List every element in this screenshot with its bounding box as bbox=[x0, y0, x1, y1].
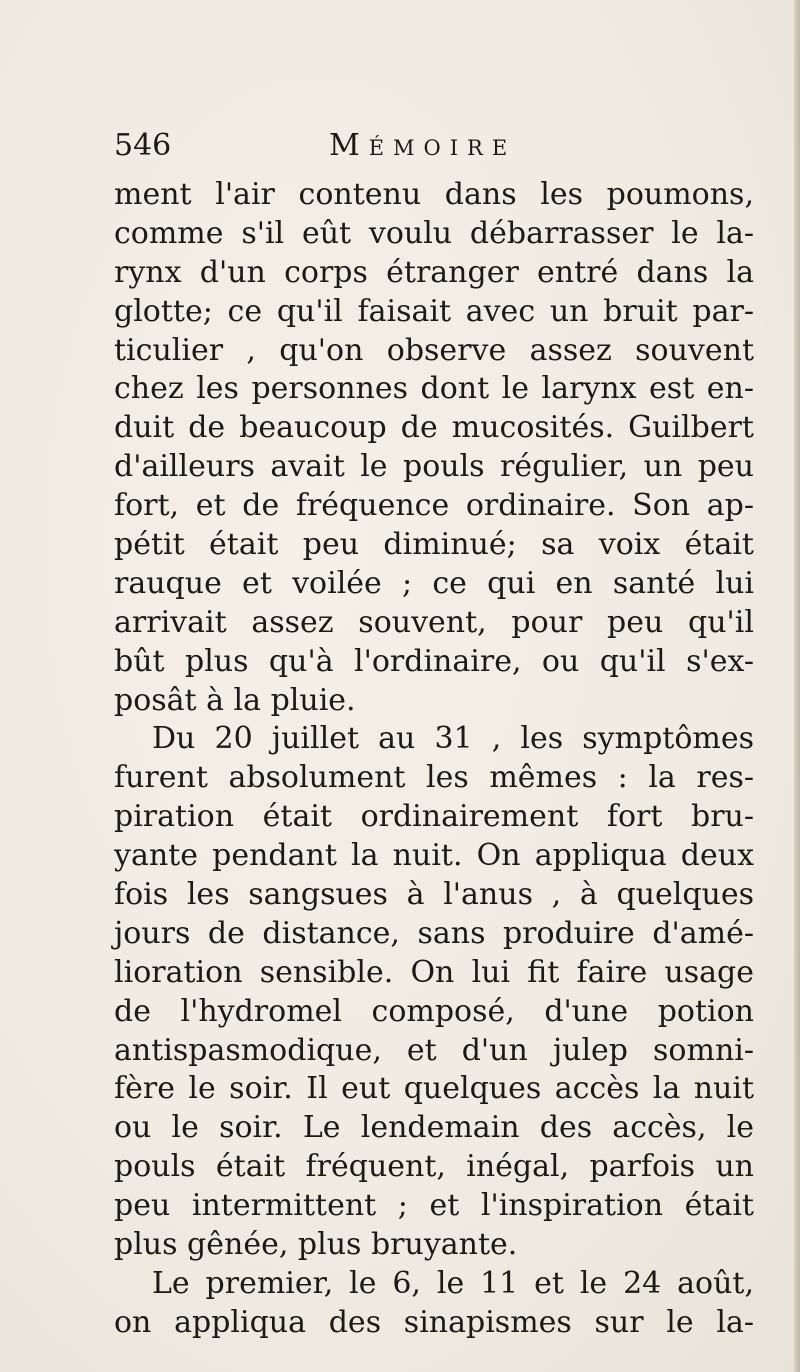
text-line: duit de beaucoup de mucosités. Guilbert bbox=[114, 410, 754, 446]
text-line: posât à la pluie. bbox=[114, 682, 356, 718]
text-line: rauque et voilée ; ce qui en santé lui bbox=[114, 565, 754, 601]
text-line: yante pendant la nuit. On appliqua deux bbox=[114, 838, 754, 874]
text-line: de l'hydromel composé, d'une potion bbox=[114, 993, 754, 1029]
text-line: pouls était fréquent, inégal, parfois un bbox=[114, 1149, 754, 1185]
text-line: fère le soir. Il eut quelques accès la nuit bbox=[114, 1071, 754, 1107]
text-line: fort, et de fréquence ordinaire. Son ap- bbox=[114, 488, 754, 524]
text-line: Du 20 juillet au 31 , les symptômes bbox=[152, 721, 754, 757]
text-line: comme s'il eût voulu débarrasser le la- bbox=[114, 215, 754, 251]
text-line: Le premier, le 6, le 11 et le 24 août, bbox=[152, 1265, 754, 1301]
text-line: ment l'air contenu dans les poumons, bbox=[114, 177, 754, 212]
running-title: Mémoire bbox=[329, 128, 517, 163]
text-line: d'ailleurs avait le pouls régulier, un peu bbox=[114, 449, 754, 485]
text-line: fois les sangsues à l'anus , à quelques bbox=[114, 877, 754, 913]
text-line: lioration sensible. On lui fit faire usage bbox=[114, 954, 754, 990]
page-edge bbox=[794, 0, 800, 1372]
text-line: glotte; ce qu'il faisait avec un bruit par- bbox=[114, 293, 754, 329]
text-line: peu intermittent ; et l'inspiration était bbox=[114, 1188, 754, 1224]
text-line: piration était ordinairement fort bru- bbox=[114, 799, 754, 835]
page-number: 546 bbox=[114, 128, 172, 163]
text-line: jours de distance, sans produire d'amé- bbox=[114, 915, 754, 951]
text-line: antispasmodique, et d'un julep somni- bbox=[114, 1032, 754, 1068]
body-text bbox=[114, 176, 754, 1343]
page-header bbox=[114, 128, 754, 172]
text-line: arrivait assez souvent, pour peu qu'il bbox=[114, 604, 754, 640]
text-line: plus gênée, plus bruyante. bbox=[114, 1227, 518, 1263]
text-line: furent absolument les mêmes : la res- bbox=[114, 760, 754, 796]
text-line: on appliqua des sinapismes sur le la- bbox=[114, 1304, 754, 1340]
text-line: chez les personnes dont le larynx est en- bbox=[114, 371, 754, 407]
text-line: ticulier , qu'on observe assez souvent bbox=[114, 332, 754, 368]
text-line: bût plus qu'à l'ordinaire, ou qu'il s'ex- bbox=[114, 643, 754, 679]
text-line: ou le soir. Le lendemain des accès, le bbox=[114, 1110, 754, 1146]
text-line: rynx d'un corps étranger entré dans la bbox=[114, 254, 754, 290]
text-line: pétit était peu diminué; sa voix était bbox=[114, 527, 754, 563]
